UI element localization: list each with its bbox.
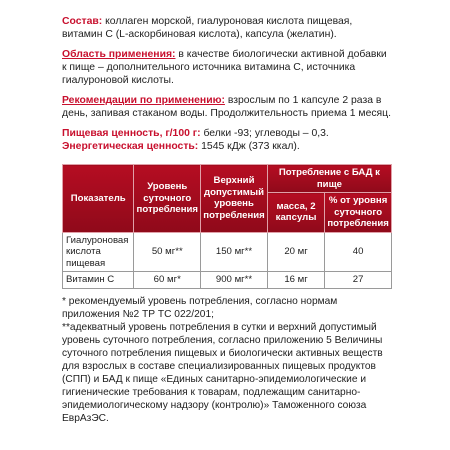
row-percent: 27	[325, 272, 392, 289]
energy-text: 1545 кДж (373 ккал).	[201, 141, 300, 152]
row-name: Гиалуроновая кислота пищевая	[63, 232, 134, 272]
application-paragraph	[62, 48, 392, 87]
header-percent: % от уровня суточного потребления	[325, 193, 392, 233]
row-upper: 900 мг**	[201, 272, 268, 289]
header-upper-level: Верхний допустимый уровень потребления	[201, 165, 268, 233]
consumption-table	[62, 164, 392, 289]
header-daily-level: Уровень суточного потребления	[134, 165, 201, 233]
nutrition-text: белки -93; углеводы – 0,3.	[203, 128, 329, 139]
row-percent: 40	[325, 232, 392, 272]
footnote-1: * рекомендуемый уровень потребления, согласно нормам приложения №2 ТР ТС 022/201;	[62, 295, 338, 320]
recommendations-label: Рекомендации по применению:	[62, 95, 225, 106]
composition-label: Состав:	[62, 16, 103, 27]
footnote-2: **адекватный уровень потребления в сутки и верхний допустимый уровень суточного потребления, согласно приложению 5 Величины суточного потребления пищевых и биологически активных веществ для взрослых в составе специализированных пищевых продуктов (СПП) и БАД к пище «Единых санитарно-эпидемиологические и гигиенические требования к товарам, подлежащим санитарно-эпидемиологическому надзору (контролю)» Таможенного союза ЕврАзЭС.	[62, 321, 383, 424]
row-mass: 16 мг	[267, 272, 324, 289]
header-indicator: Показатель	[63, 165, 134, 233]
nutrition-label: Пищевая ценность, г/100 г:	[62, 128, 201, 139]
application-text: в качестве биологически активной добавки к пище – дополнительного источника витамина С, источника гиалуроновой кислоты.	[62, 49, 387, 86]
application-label: Область применения:	[62, 49, 176, 60]
header-group: Потребление с БАД к пище	[267, 165, 391, 193]
energy-label: Энергетическая ценность:	[62, 141, 199, 152]
recommendations-text: взрослым по 1 капсуле 2 раза в день, запивая стаканом воды. Продолжительность приема 1 месяц.	[62, 95, 392, 119]
header-mass: масса, 2 капсулы	[267, 193, 324, 233]
footnotes	[62, 295, 392, 425]
composition-text: коллаген морской, гиалуроновая кислота пищевая, витамин С (L-аскорбиновая кислота), капсула (желатин).	[62, 16, 353, 40]
composition-paragraph	[62, 15, 392, 41]
row-daily: 60 мг*	[134, 272, 201, 289]
row-upper: 150 мг**	[201, 232, 268, 272]
row-daily: 50 мг**	[134, 232, 201, 272]
row-name: Витамин С	[63, 272, 134, 289]
recommendations-paragraph	[62, 94, 392, 120]
table-row	[63, 232, 392, 272]
table-row	[63, 272, 392, 289]
energy-paragraph	[62, 140, 392, 153]
row-mass: 20 мг	[267, 232, 324, 272]
nutrition-paragraph	[62, 127, 392, 140]
product-info	[62, 15, 392, 425]
